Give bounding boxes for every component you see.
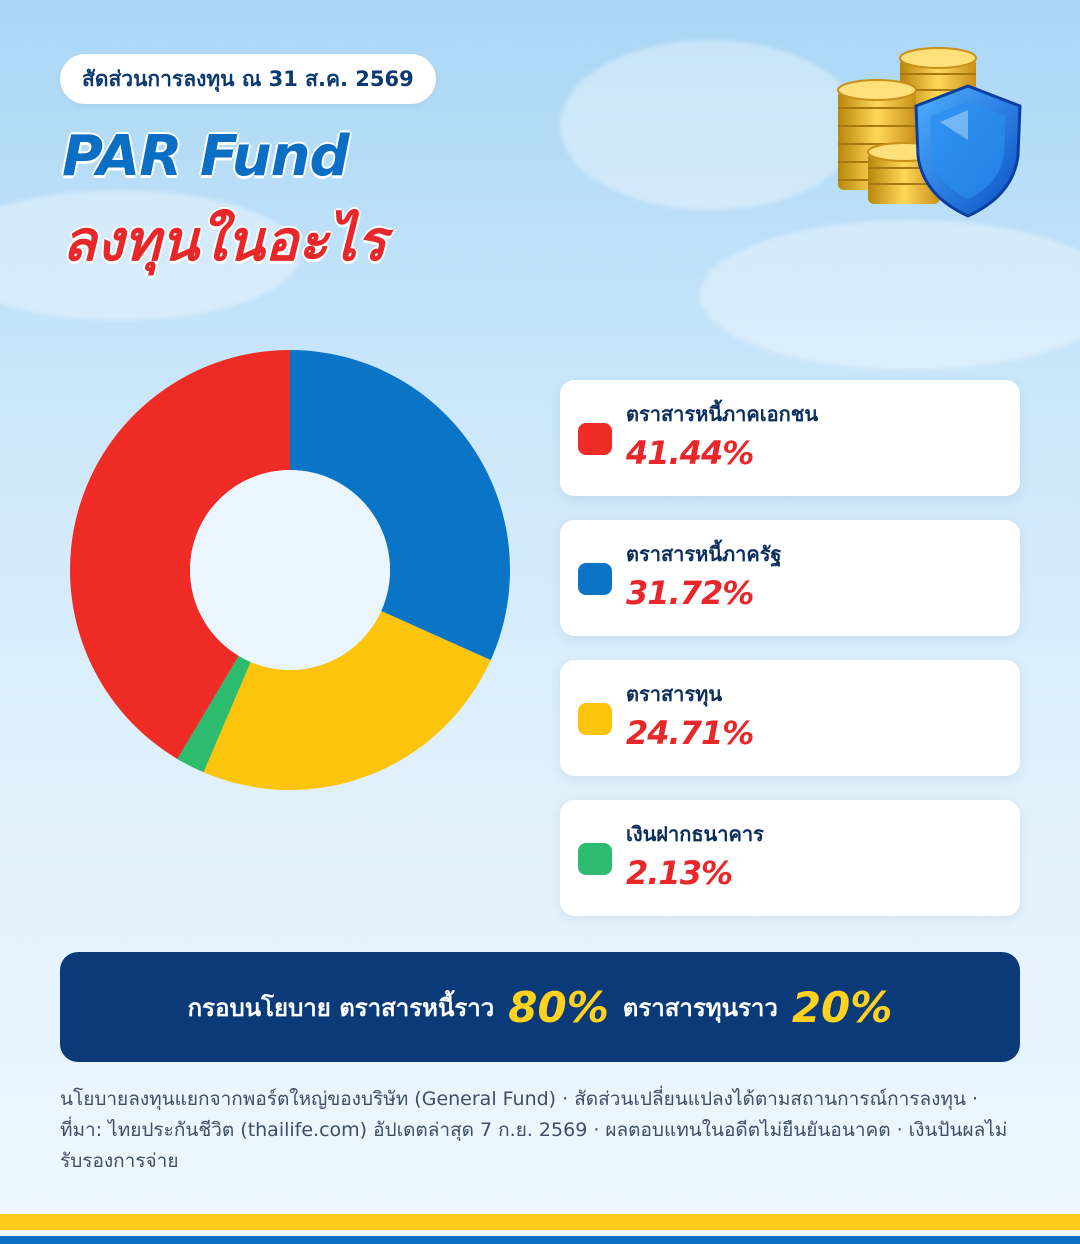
donut-hole <box>190 470 390 670</box>
policy-value-equity: 20% <box>791 982 893 1032</box>
legend-label: เงินฝากธนาคาร <box>626 822 764 846</box>
policy-label-equity: ตราสารทุนราว <box>622 993 778 1022</box>
footer-stripe-yellow <box>0 1214 1080 1230</box>
legend-value: 31.72% <box>626 574 754 612</box>
legend-card <box>560 520 1020 636</box>
legend-swatch <box>578 703 612 735</box>
legend-card <box>560 380 1020 496</box>
date-badge: สัดส่วนการลงทุน ณ 31 ส.ค. 2569 <box>60 54 436 104</box>
legend-label: ตราสารหนี้ภาคเอกชน <box>626 402 818 426</box>
legend-swatch <box>578 423 612 455</box>
legend-value: 24.71% <box>626 714 754 752</box>
policy-banner <box>60 952 1020 1062</box>
legend-card <box>560 800 1020 916</box>
background-cloud <box>700 220 1080 370</box>
footer-stripe-blue <box>0 1236 1080 1244</box>
legend-swatch <box>578 843 612 875</box>
legend-label: ตราสารทุน <box>626 682 722 706</box>
policy-value-debt: 80% <box>508 982 609 1032</box>
background-cloud <box>560 40 860 210</box>
donut-chart <box>60 340 520 800</box>
legend-swatch <box>578 563 612 595</box>
page-title: PAR Fund <box>62 124 349 189</box>
footnote: นโยบายลงทุนแยกจากพอร์ตใหญ่ของบริษัท (General Fund) · สัดส่วนเปลี่ยนแปลงได้ตามสถานการณ์การลงทุน · ที่มา: ไทยประกันชีวิต (thailife.com) อัปเดตล่าสุด 7 ก.ย. 2569 · ผลตอบแทนในอดีตไม่ยืนยันอนาคต · เงินปันผลไม่รับรองการจ่าย <box>60 1088 1008 1172</box>
policy-label-debt: กรอบนโยบาย ตราสารหนี้ราว <box>187 993 495 1022</box>
legend-card <box>560 660 1020 776</box>
page-subtitle: ลงทุนในอะไร <box>62 209 387 274</box>
legend-label: ตราสารหนี้ภาครัฐ <box>626 542 782 566</box>
coins-shield-icon <box>830 40 1030 220</box>
legend-value: 2.13% <box>626 854 733 892</box>
legend-value: 41.44% <box>626 434 754 472</box>
